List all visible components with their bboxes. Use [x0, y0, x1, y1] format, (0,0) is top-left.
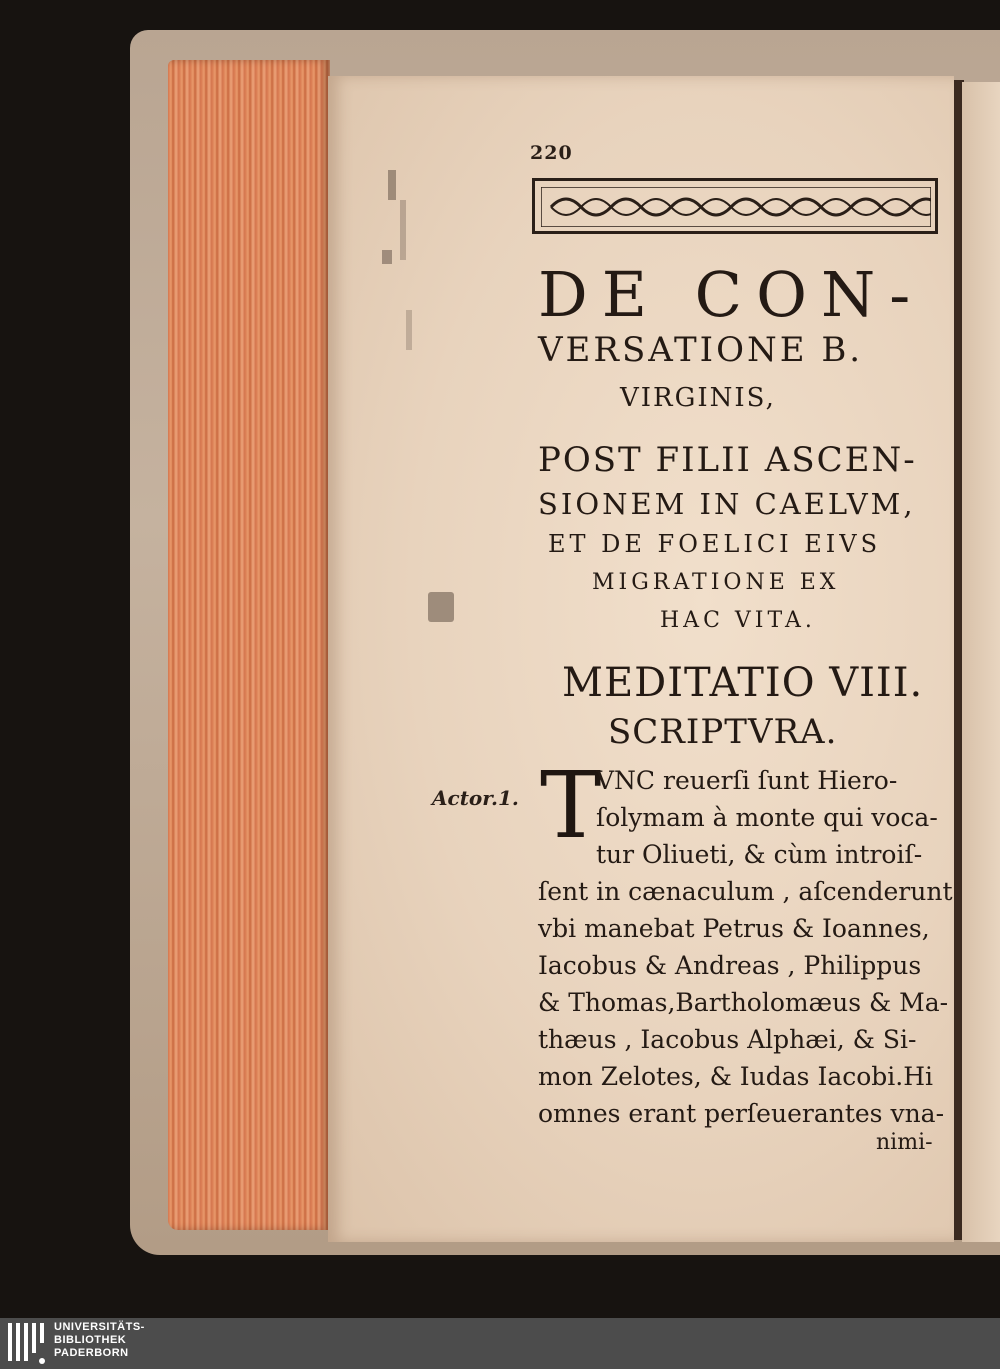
- library-logo-icon: [6, 1321, 46, 1367]
- title-line-3: VIRGINIS,: [620, 383, 776, 413]
- body-line: thæus , Iacobus Alphæi, & Si-: [538, 1025, 917, 1054]
- ornament-pattern: [541, 187, 931, 227]
- page-edges: [168, 60, 330, 1230]
- title-line-4: POST FILII ASCEN-: [538, 440, 917, 480]
- title-line-8: HAC VITA.: [660, 608, 816, 633]
- ornamental-headpiece: [532, 178, 938, 234]
- institution-line-3: PADERBORN: [54, 1347, 129, 1359]
- catchword: nimi-: [876, 1130, 933, 1155]
- footer-bar: [0, 1318, 1000, 1369]
- drop-cap: T: [540, 752, 602, 859]
- body-line: omnes erant perſeuerantes vna-: [538, 1099, 945, 1128]
- body-line: ſolymam à monte qui voca-: [596, 803, 938, 832]
- institution-line-2: BIBLIOTHEK: [54, 1334, 127, 1346]
- institution-name: [54, 1321, 145, 1360]
- title-line-5: SIONEM IN CAELVM,: [538, 487, 916, 521]
- margin-reference: Actor.1.: [432, 786, 519, 810]
- body-line: ſent in cænaculum , aſcenderunt: [538, 877, 953, 906]
- institution-line-1: UNIVERSITÄTS-: [54, 1321, 145, 1333]
- ink-bleed-marks: [378, 160, 438, 400]
- body-line: vbi manebat Petrus & Ioannes,: [538, 914, 930, 943]
- page-number: 220: [530, 142, 573, 164]
- body-line: mon Zelotes, & Iudas Iacobi.Hi: [538, 1062, 934, 1091]
- body-line: Iacobus & Andreas , Philippus: [538, 951, 922, 980]
- title-line-2: VERSATIONE B.: [538, 330, 864, 370]
- section-subheading: SCRIPTVRA.: [608, 712, 838, 752]
- body-line: tur Oliueti, & cùm introiſ-: [596, 840, 923, 869]
- ink-stain: [428, 592, 454, 622]
- title-line-6: ET DE FOELICI EIVS: [548, 530, 882, 558]
- body-line: & Thomas,Bartholomæus & Ma-: [538, 988, 949, 1017]
- title-line-7: MIGRATIONE EX: [592, 570, 840, 595]
- title-line-1: DE CON-: [538, 258, 925, 331]
- body-line: VNC reuerſi ſunt Hiero-: [596, 766, 898, 795]
- facing-page: [962, 82, 1000, 1242]
- section-heading: MEDITATIO VIII.: [562, 660, 924, 706]
